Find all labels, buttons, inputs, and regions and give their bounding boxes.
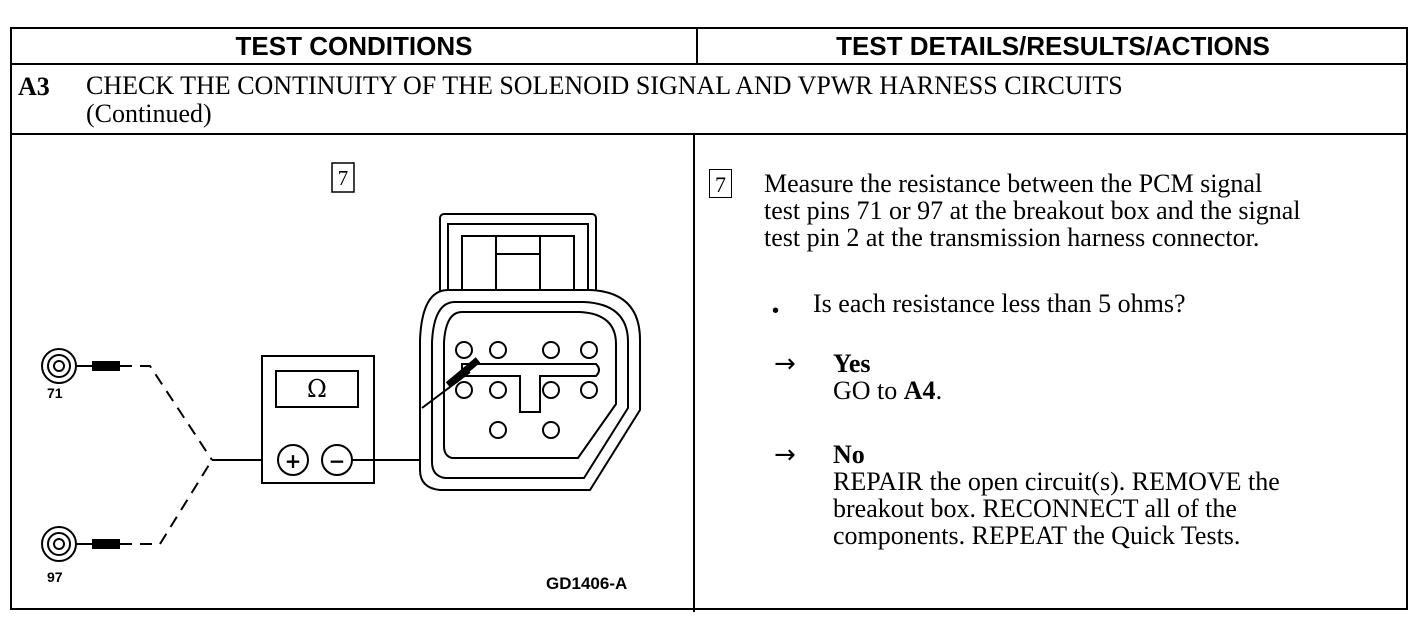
meter-minus-terminal: − bbox=[328, 449, 346, 473]
transmission-harness-connector bbox=[420, 214, 640, 490]
instruction-line-2: test pins 71 or 97 at the breakout box and the signal bbox=[764, 196, 1301, 225]
pin-97-label: 97 bbox=[47, 569, 63, 585]
test-pin-97 bbox=[42, 527, 120, 561]
test-conditions-header: TEST CONDITIONS bbox=[235, 31, 473, 61]
figure-step-number: 7 bbox=[337, 166, 349, 190]
no-action-line-2: breakout box. RECONNECT all of the bbox=[833, 494, 1237, 523]
meter-plus-terminal: + bbox=[284, 449, 302, 473]
no-option bbox=[833, 441, 1280, 549]
figure-id: GD1406-A bbox=[546, 574, 628, 593]
yes-action: GO to A4. bbox=[833, 376, 943, 405]
yes-arrow: → bbox=[774, 349, 796, 379]
instruction-line-3: test pin 2 at the transmission harness connector. bbox=[764, 223, 1260, 252]
no-action-line-3: components. REPEAT the Quick Tests. bbox=[833, 521, 1241, 550]
question-bullet: • bbox=[772, 300, 780, 322]
instruction-line-1: Measure the resistance between the PCM signal bbox=[764, 169, 1263, 198]
pin-71-label: 71 bbox=[47, 385, 63, 401]
no-arrow: → bbox=[774, 440, 796, 470]
yes-action-target: A4 bbox=[903, 376, 936, 405]
ohm-symbol: Ω bbox=[307, 375, 327, 403]
step-question: Is each resistance less than 5 ohms? bbox=[813, 289, 1186, 318]
test-details-header: TEST DETAILS/RESULTS/ACTIONS bbox=[836, 31, 1270, 61]
step-number-box: 7 bbox=[709, 169, 732, 198]
section-title-line1: CHECK THE CONTINUITY OF THE SOLENOID SIGNAL AND VPWR HARNESS CIRCUITS bbox=[86, 71, 1123, 100]
yes-option bbox=[833, 350, 942, 404]
no-action-line-1: REPAIR the open circuit(s). REMOVE the bbox=[833, 467, 1280, 496]
yes-label: Yes bbox=[833, 349, 871, 378]
step-instruction bbox=[764, 170, 1394, 251]
test-pin-71 bbox=[42, 349, 120, 383]
dashed-test-leads bbox=[120, 366, 212, 544]
no-label: No bbox=[833, 440, 865, 469]
section-id: A3 bbox=[18, 72, 50, 101]
section-title-line2: (Continued) bbox=[86, 99, 212, 128]
